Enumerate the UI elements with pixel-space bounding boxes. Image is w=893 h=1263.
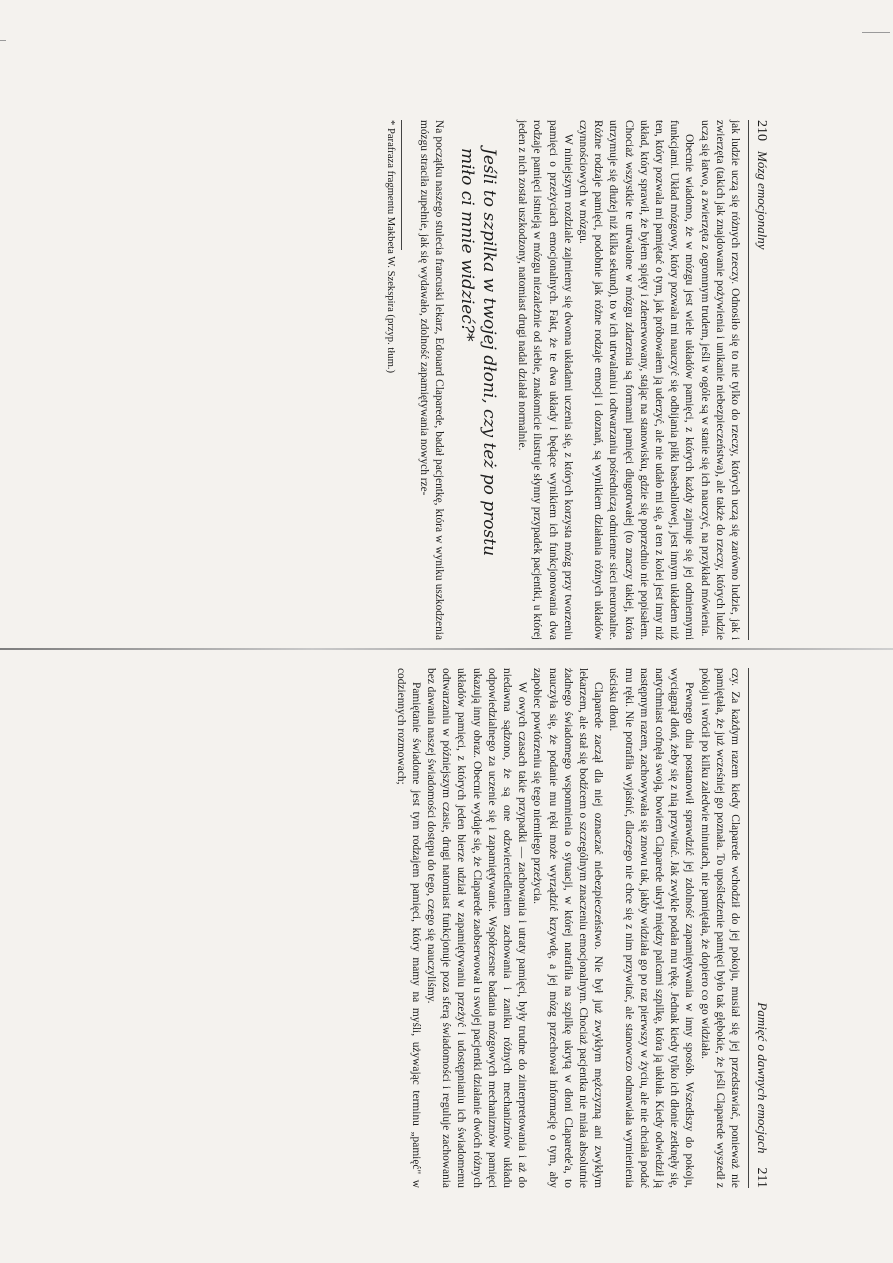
- body-text: [392, 668, 742, 1188]
- page-210: [130, 120, 770, 640]
- paragraph: Na początku naszego stulecia francuski lekarz, Edouard Claparede, badał pacjentkę, która w wyniku uszkodzenia mózgu straciła zupełnie, jak się wydawało, zdolność zapamiętywania nowych rze-: [417, 120, 445, 640]
- page-number: 211: [754, 1167, 769, 1188]
- paragraph: Claparede zaczął dla niej oznaczać niebezpieczeństwo. Nie był już zwykłym mężczyzną ani zwykłym lekarzem, ale stał się bodźcem o szczególnym znaczeniu emocjonalnym. Chociaż pacjentka nie miała absolutnie żadnego świadomego wspomnienia o sytuacji, w której natrafiła na szpilkę ukrytą w dłoni Claparede'a, to nauczyła się, że podanie mu ręki może wyrządzić krzywdę, a jej mózg przechował informację o tym, aby zapobiec powtórzeniu się tego niemiłego przeżycia.: [531, 668, 605, 1188]
- paragraph: Obecnie wiadomo, że w mózgu jest wiele układów pamięci, z których każdy zajmuje się jej odmiennymi funkcjami. Układ mózgowy, który pozwala mi nauczyć się odbijania piłki baseballowej, jest innym układem niż ten, który pozwala mi pamiętać o tym, jak próbowałem ją uderzyć, ale nie udało mi się, a ten z kolei jest inny niż układ, który sprawił, że byłem spięty i zdenerwowany, stając na stanowisku, gdzie się poprzednio nie popisałem. Chociaż wszystkie te utrwalone w mózgu zdarzenia są formami pamięci długotrwałej (to znaczy takiej, która utrzymuje się dłużej niż kilka sekund), to w ich utrwalaniu i odtwarzaniu pośredniczą odmienne sieci neuronalne. Różne rodzaje pamięci, podobnie jak różne rodzaje emocji i doznań, są wynikiem działania różnych układów czynnościowych w mózgu.: [576, 120, 696, 640]
- epigraph-line: Jeśli to szpilka w twojej dłoni, czy też po prostu: [478, 148, 499, 557]
- scan-edge-mark-right: [862, 32, 890, 33]
- paragraph: W niniejszym rozdziale zajmiemy się dwoma układami uczenia się, z których korzysta mózg przy tworzeniu pamięci o przeżyciach emocjonalnych. Fakt, że te dwa układy i będące wynikiem ich funkcjonowania dwa rodzaje pamięci istnieją w mózgu niezależnie od siebie, znakomicie ilustruje słynny przypadek pacjentki, u której jeden z nich został uszkodzony, natomiast drugi nadal działał normalnie.: [516, 120, 574, 640]
- paragraph: Pamiętanie świadome jest tym rodzajem pamięci, który mamy na myśli, używając terminu „pamięć" w codziennych rozmowach;: [394, 668, 422, 1188]
- paragraph: Pewnego dnia postanowił sprawdzić jej zdolność zapamiętywania w inny sposób. Wszedłszy do pokoju, wyciągnął dłoń, żeby się z nią przywitać. Jak zwykle podała mu rękę. Jednak kiedy tylko ich dłonie zetknęły się, natychmiast cofnęła swoją, bowiem Claparede ukrył między palcami szpilkę, która ją ukłuła. Kiedy odwiedził ją następnym razem, zachowywała się znowu tak, jakby widziała go po raz pierwszy w życiu, ale nie chciała podać mu ręki. Nie potrafiła wyjaśnić, dlaczego nie chce się z nim przywitać, ale stanowczo odmawiała wymienienia uścisku dłoni.: [607, 668, 696, 1188]
- page-211: [130, 668, 770, 1188]
- page-fold: [0, 648, 893, 650]
- footnote-rule: [401, 120, 402, 250]
- running-head-title: Mózg emocjonalny: [755, 151, 770, 250]
- page-number: 210: [754, 120, 769, 141]
- body-text: [514, 120, 742, 640]
- paragraph: czy. Za każdym razem kiedy Claparede wchodził do jej pokoju, musiał się jej przedstawiać, ponieważ nie pamiętała, że już wcześniej go poznała. To upośledzenie pamięci było tak głębokie, że jeśli Claparede wyszedł z pokoju i wrócił po kilku zaledwie minutach, nie pamiętała, że dopiero co go widziała.: [698, 668, 741, 1188]
- paragraph: jak ludzie uczą się różnych rzeczy. Odnosiło się to nie tylko do rzeczy, których uczą się zarówno ludzie, jak i zwierzęta (takich jak znajdowanie pożywienia i unikanie niebezpieczeństwa), ale także do rzeczy, których ludzie uczą się łatwo, a zwierzęta z ogromnym trudem, jeśli w ogóle są w stanie się ich nauczyć, na przykład mówienia.: [698, 120, 741, 640]
- epigraph-line: miło ci mnie widzieć?*: [456, 148, 477, 342]
- running-head-left: [748, 120, 770, 640]
- epigraph: [456, 148, 500, 640]
- scan-edge-mark-left: [0, 40, 6, 41]
- running-head-title: Pamięć o dawnych emocjach: [755, 1002, 770, 1154]
- running-head-right: [748, 668, 770, 1188]
- footnote: * Parafraza fragmentu Makbeta W. Szekspira (przyp. tłum.): [384, 120, 396, 373]
- paragraph: W owych czasach takie przypadki — zachowania i utraty pamięci, były trudne do zinterpretowania i aż do niedawna sądzono, że są one odzwierciedleniem zachowania i zaniku różnych mechanizmów układu odpowiedzialnego za uczenie się i zapamiętywanie. Współczesne badania mózgowych mechanizmów pamięci ukazują inny obraz. Obecnie wydaje się, że Claparede zaobserwował u swojej pacjentki działanie dwóch różnych układów pamięci, z których jeden bierze udział w zapamiętywaniu przeżyć i udostępnianiu ich świadomemu odtwarzaniu w późniejszym czasie, drugi natomiast funkcjonuje poza sferą świadomości i reguluje zachowania bez dawania naszej świadomości dostępu do tego, czego się nauczyliśmy.: [424, 668, 529, 1188]
